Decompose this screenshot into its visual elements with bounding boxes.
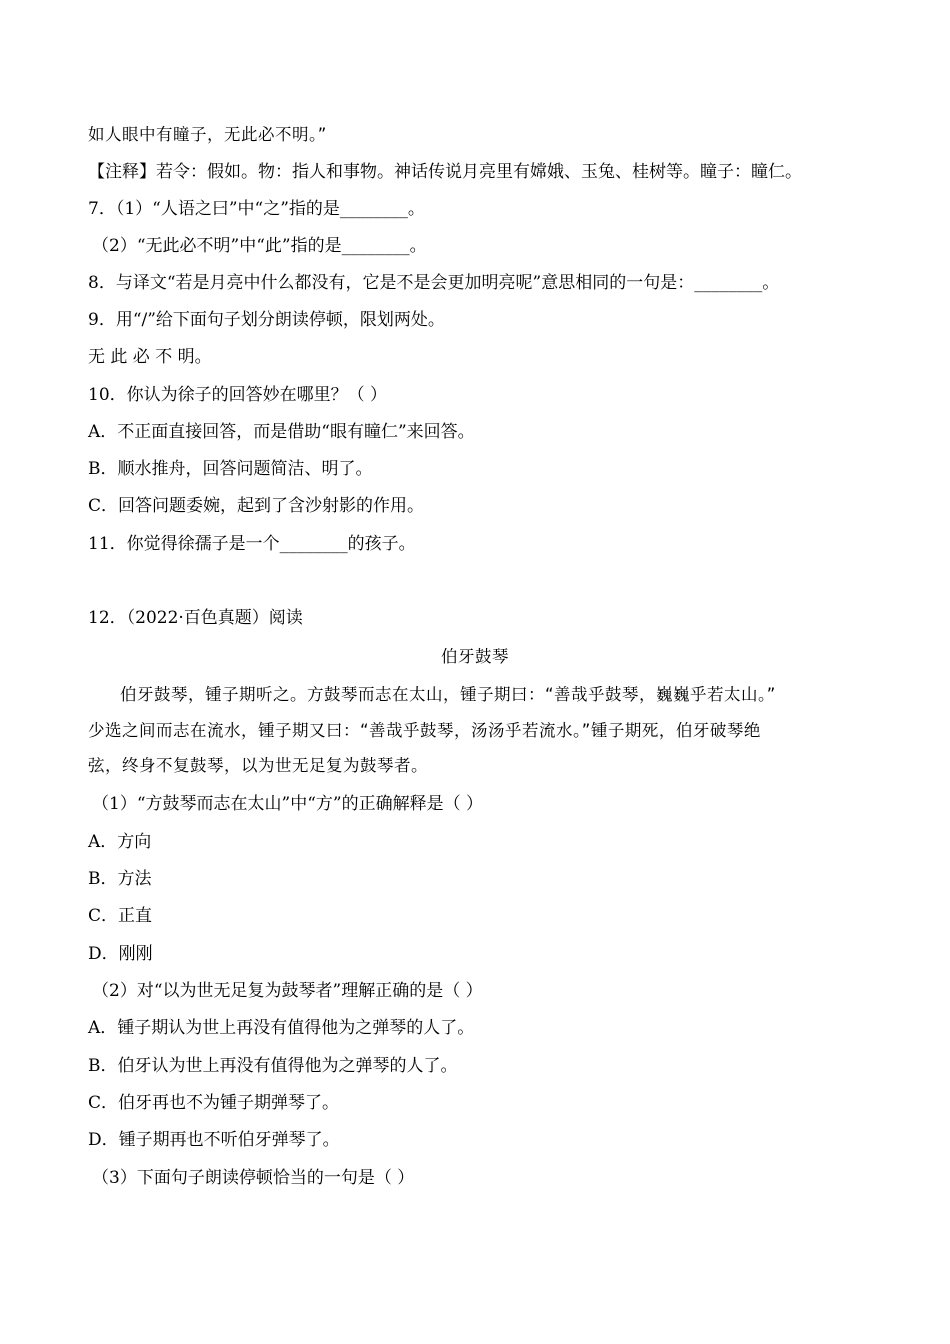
question-12-2-option-b: B．伯牙认为世上再没有值得他为之弹琴的人了。 xyxy=(88,1056,458,1076)
question-11: 11．你觉得徐孺子是一个________的孩子。 xyxy=(88,534,416,554)
question-12-1-option-c: C．正直 xyxy=(88,906,153,926)
question-12-2-option-d: D．锺子期再也不听伯牙弹琴了。 xyxy=(88,1130,340,1150)
question-12-2: （2）对“以为世无足复为鼓琴者”理解正确的是（ ） xyxy=(92,981,483,1001)
passage-line-2: 少选之间而志在流水，锺子期又曰：“善哉乎鼓琴，汤汤乎若流水。”锺子期死，伯牙破琴绝 xyxy=(88,721,761,740)
question-12-1-option-b: B．方法 xyxy=(88,869,152,889)
passage-last-line: 如人眼中有瞳子，无此必不明。” xyxy=(88,125,327,144)
annotation: 【注释】若令：假如。物：指人和事物。神话传说月亮里有嫦娥、玉兔、桂树等。瞳子：瞳仁。 xyxy=(88,162,802,182)
question-12-3: （3）下面句子朗读停顿恰当的一句是（ ） xyxy=(92,1168,415,1188)
question-12-1-option-a: A．方向 xyxy=(88,832,152,852)
passage-title: 伯牙鼓琴 xyxy=(441,647,509,666)
question-10-option-c: C．回答问题委婉，起到了含沙射影的作用。 xyxy=(88,496,425,516)
question-7-1: 7．（1）“人语之曰”中“之”指的是________。 xyxy=(88,199,425,219)
passage-line-1: 伯牙鼓琴，锺子期听之。方鼓琴而志在太山，锺子期曰：“善哉乎鼓琴，巍巍乎若太山。” xyxy=(120,685,776,704)
question-9-sentence: 无 此 必 不 明。 xyxy=(88,347,212,367)
question-10: 10．你认为徐子的回答妙在哪里？（ ） xyxy=(88,385,388,405)
question-10-option-a: A．不正面直接回答，而是借助“眼有瞳仁”来回答。 xyxy=(88,422,475,442)
question-10-option-b: B．顺水推舟，回答问题简洁、明了。 xyxy=(88,459,373,479)
question-9: 9．用“/”给下面句子划分朗读停顿，限划两处。 xyxy=(88,310,445,330)
question-7-2: （2）“无此必不明”中“此”指的是________。 xyxy=(92,236,427,256)
question-12: 12．（2022·百色真题）阅读 xyxy=(88,608,303,628)
passage-line-3: 弦，终身不复鼓琴，以为世无足复为鼓琴者。 xyxy=(88,756,428,775)
question-12-2-option-a: A．锺子期认为世上再没有值得他为之弹琴的人了。 xyxy=(88,1018,475,1038)
question-12-1-option-d: D．刚刚 xyxy=(88,944,153,964)
question-12-1: （1）“方鼓琴而志在太山”中“方”的正确解释是（ ） xyxy=(92,794,483,814)
question-8: 8．与译文“若是月亮中什么都没有，它是不是会更加明亮呢”意思相同的一句是：________。 xyxy=(88,273,780,293)
question-12-2-option-c: C．伯牙再也不为锺子期弹琴了。 xyxy=(88,1093,340,1113)
